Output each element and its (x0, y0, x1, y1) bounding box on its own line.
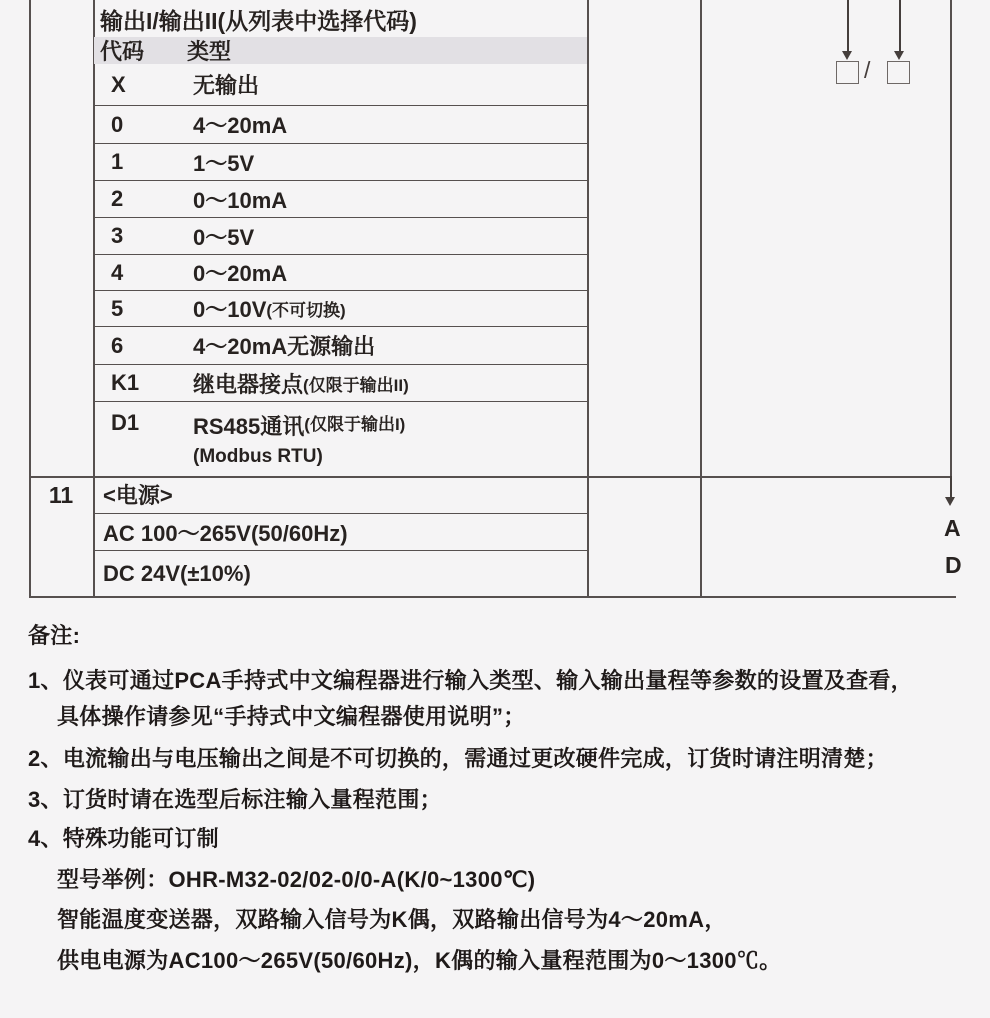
code-cell: K1 (111, 370, 140, 395)
note-line: 4、特殊功能可订制 (28, 826, 219, 851)
type-cell: 4～20mA (193, 113, 288, 138)
note-line: 供电电源为AC100～265V(50/60Hz)，K偶的输入量程范围为0～1300℃。 (57, 948, 782, 973)
output2-code-box (887, 61, 910, 84)
power-title-row (94, 476, 587, 514)
type-cell: 1～5V (193, 150, 255, 176)
code-cell: 0 (111, 111, 124, 137)
power-code-d: D (945, 552, 962, 578)
type-note: (不可切换) (266, 301, 346, 320)
power-option-cell: DC 24V(±10%) (103, 561, 251, 586)
table-row (94, 144, 587, 181)
note-line: 3、订货时请在选型后标注输入量程范围； (28, 787, 442, 812)
note-line: 1、仪表可通过PCA手持式中文编程器进行输入类型、输入输出量程等参数的设置及查看， (28, 668, 913, 693)
type-cell-line2: (Modbus RTU) (193, 446, 323, 467)
code-cell: 2 (111, 186, 124, 211)
table-row (94, 255, 587, 291)
type-cell: 4～20mA无源输出 (193, 334, 376, 359)
down-arrow-head-icon (945, 497, 955, 506)
code-cell: D1 (111, 410, 140, 435)
type-note: (仅限于输出I) (304, 415, 406, 434)
code-cell: 4 (111, 259, 124, 285)
note-line: 型号举例：OHR-M32-02/02-0/0-A(K/0~1300℃) (57, 867, 536, 892)
table-row (94, 64, 587, 106)
table-row (94, 327, 587, 365)
row-number: 11 (48, 482, 74, 508)
down-arrow-icon (847, 0, 849, 52)
code-type-header-row (94, 37, 587, 64)
down-arrow-head-icon (842, 51, 852, 60)
power-title-cell: <电源> (103, 483, 173, 508)
code-cell: 6 (111, 332, 124, 358)
code-cell: 1 (111, 149, 124, 174)
type-cell: 继电器接点 (193, 371, 304, 397)
table-row (94, 181, 587, 218)
table-row (94, 218, 587, 255)
code-cell: 5 (111, 295, 124, 321)
note-line: 具体操作请参见“手持式中文编程器使用说明”； (57, 704, 526, 729)
code-cell: X (111, 71, 126, 97)
notes-heading: 备注: (28, 623, 81, 648)
type-note: (仅限于输出II) (303, 375, 409, 395)
table-row (94, 291, 587, 327)
code-cell: 3 (111, 223, 124, 248)
table-row (94, 365, 587, 402)
type-cell: RS485通讯 (193, 414, 305, 439)
table-border-right (950, 0, 952, 476)
type-cell: 0～5V (193, 224, 255, 250)
output-section-title: 输出I/输出II(从列表中选择代码) (100, 8, 417, 34)
table-row (94, 402, 587, 476)
table-divider-mid (700, 0, 702, 597)
type-cell: 0～20mA (193, 261, 288, 286)
table-divider-content (587, 0, 589, 597)
table-row (94, 106, 587, 144)
power-option-row (94, 551, 587, 597)
type-cell: 0～10mA (193, 187, 288, 213)
power-option-row (94, 514, 587, 551)
code-header-cell: 代码 (100, 39, 145, 64)
type-cell: 0～10V (193, 297, 267, 322)
down-arrow-icon (950, 476, 952, 498)
power-option-cell: AC 100～265V(50/60Hz) (103, 520, 348, 546)
down-arrow-icon (899, 0, 901, 52)
power-code-a: A (944, 515, 961, 541)
slash-separator: / (864, 57, 871, 83)
type-header-cell: 类型 (187, 39, 232, 64)
note-line: 智能温度变送器，双路输入信号为K偶，双路输出信号为4～20mA， (57, 907, 727, 932)
type-cell: 无输出 (193, 73, 260, 98)
output1-code-box (836, 61, 859, 84)
note-line: 2、电流输出与电压输出之间是不可切换的，需通过更改硬件完成，订货时请注明清楚； (28, 746, 888, 771)
down-arrow-head-icon (894, 51, 904, 60)
